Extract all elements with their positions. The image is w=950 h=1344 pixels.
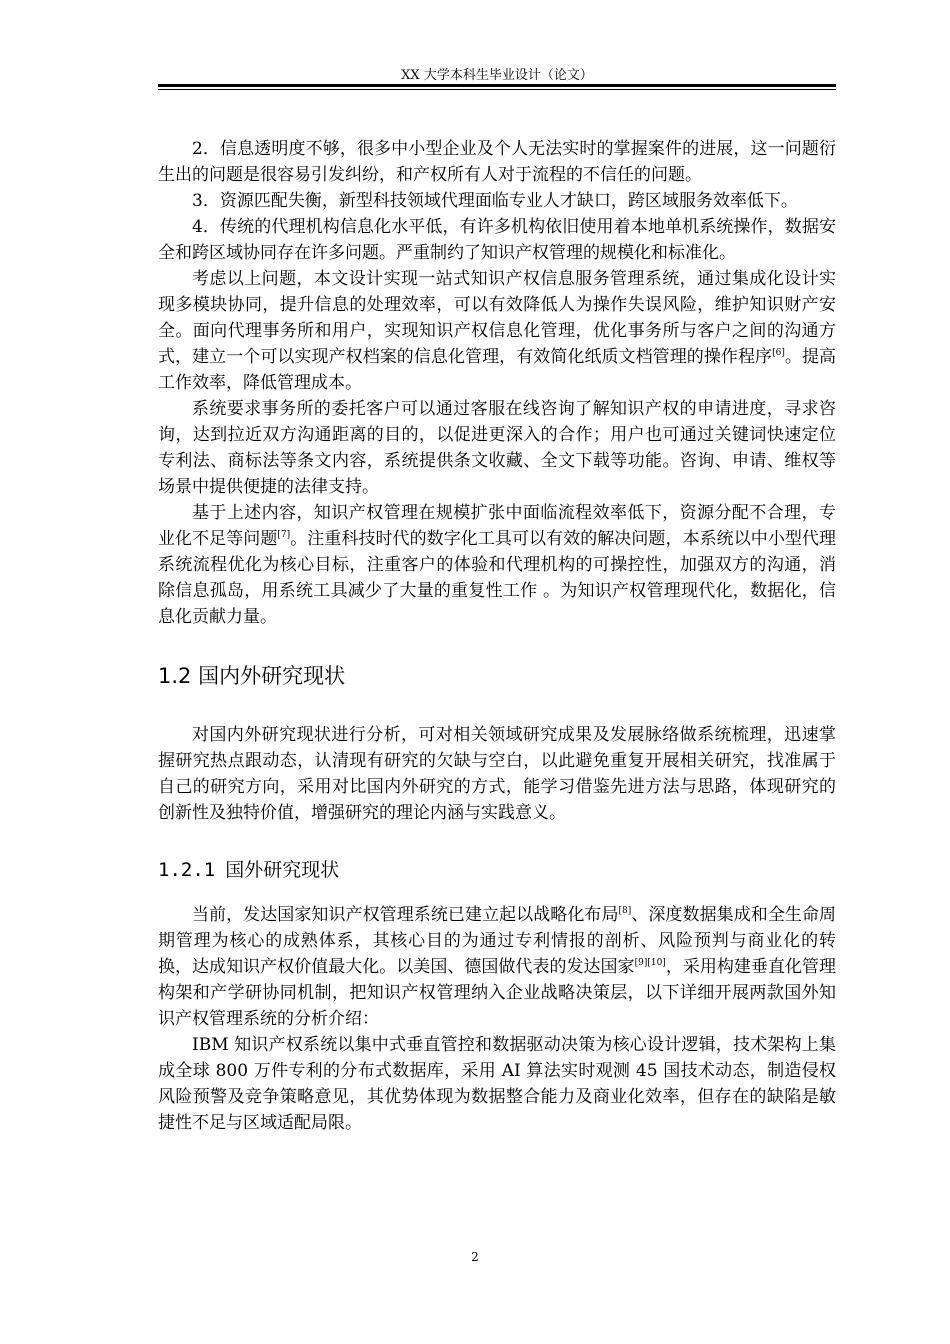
citation-7: [7] — [277, 530, 291, 540]
header-rule-thin — [158, 89, 836, 90]
paragraph-research-status: 对国内外研究现状进行分析，可对相关领域研究成果及发展脉络做系统梳理，迅速掌握研究热点跟动态，认清现有研究的欠缺与空白，以此避免重复开展相关研究，找准属于自己的研究方向，采用对比国内外研究的方式，能学习借鉴先进方法与思路，体现研究的创新性及独特价值，增强研究的理论内涵与实践意义。 — [158, 725, 836, 823]
citation-8: [8] — [618, 906, 632, 916]
paragraph-consider — [158, 266, 836, 396]
running-header: XX 大学本科生毕业设计（论文） — [401, 68, 593, 83]
paragraph-consider-text: 考虑以上问题，本文设计实现一站式知识产权信息服务管理系统，通过集成化设计实现多模块协同，提升信息的处理效率，可以有效降低人为操作失误风险，维护知识财产安全。面向代理事务所和用户，实现知识产权信息化管理，优化事务所与客户之间的沟通方式，建立一个可以实现产权档案的信息化管理，有效简化纸质文档管理的操作程序 — [158, 269, 836, 367]
header-rule-thick — [158, 84, 836, 87]
section-title: 国外研究现状 — [225, 859, 340, 881]
paragraph-point-2: 2．信息透明度不够，很多中小型企业及个人无法实时的掌握案件的进展，这一问题衍生出的问题是很容易引发纠纷，和产权所有人对于流程的不信任的问题。 — [158, 139, 836, 185]
paragraph-foreign-status — [158, 902, 836, 1032]
paragraph-ibm-system: IBM 知识产权系统以集中式垂直管控和数据驱动决策为核心设计逻辑，技术架构上集成全球 800 万件专利的分布式数据库，采用 AI 算法实时观测 45 国技术动态，制造侵权风险预警及竞争策略意见，其优势体现为数据整合能力及商业化效率，但存在的缺陷是敏捷性不足与区域适配局限。 — [158, 1035, 836, 1133]
paragraph-based — [158, 500, 836, 630]
paragraph-foreign-part3: ，采用构建垂直化管理构架和产学研协同机制，把知识产权管理纳入企业战略决策层，以下详细开展两款国外知识产权管理系统的分析介绍： — [158, 957, 837, 1029]
paragraph-based-text: 基于上述内容，知识产权管理在规模扩张中面临流程效率低下，资源分配不合理，专业化不足等问题 — [158, 503, 836, 549]
paragraph-based-tail: 。注重科技时代的数字化工具可以有效的解决问题，本系统以中小型代理系统流程优化为核心目标，注重客户的体验和代理机构的可操控性，加强双方的沟通，消除信息孤岛，用系统工具减少了大量的重复性工作 。为知识产权管理现代化，数据化，信息化贡献力量。 — [158, 529, 837, 627]
paragraph-consider-tail: 。提高工作效率，降低管理成本。 — [158, 347, 837, 393]
citation-6: [6] — [772, 348, 785, 358]
paragraph-point-3: 3．资源匹配失衡，新型科技领域代理面临专业人才缺口，跨区域服务效率低下。 — [192, 191, 798, 211]
page-body — [158, 136, 836, 1136]
section-heading-1-2-1 — [158, 856, 836, 884]
page-number: 2 — [471, 1250, 479, 1264]
paragraph-system: 系统要求事务所的委托客户可以通过客服在线咨询了解知识产权的申请进度，寻求咨询，达到拉近双方沟通距离的目的，以促进更深入的合作；用户也可通过关键词快速定位专利法、商标法等条文内容，系统提供条文收藏、全文下载等功能。咨询、申请、维权等场景中提供便捷的法律支持。 — [158, 399, 836, 497]
section-heading-1-2: 1.2 国内外研究现状 — [158, 664, 346, 688]
paragraph-foreign-part2: 、深度数据集成和全生命周期管理为核心的成熟体系，其核心目的为通过专利情报的剖析、风险预判与商业化的转换，达成知识产权价值最大化。以美国、德国做代表的发达国家 — [158, 905, 837, 977]
citation-9-10: [9][10] — [634, 958, 666, 968]
paragraph-foreign-part1: 当前，发达国家知识产权管理系统已建立起以战略化布局 — [192, 905, 619, 925]
section-number: 1.2.1 — [158, 859, 216, 881]
paragraph-point-4: 4．传统的代理机构信息化水平低，有许多机构依旧使用着本地单机系统操作，数据安全和跨区域协同存在许多问题。严重制约了知识产权管理的规模化和标准化。 — [158, 217, 836, 263]
